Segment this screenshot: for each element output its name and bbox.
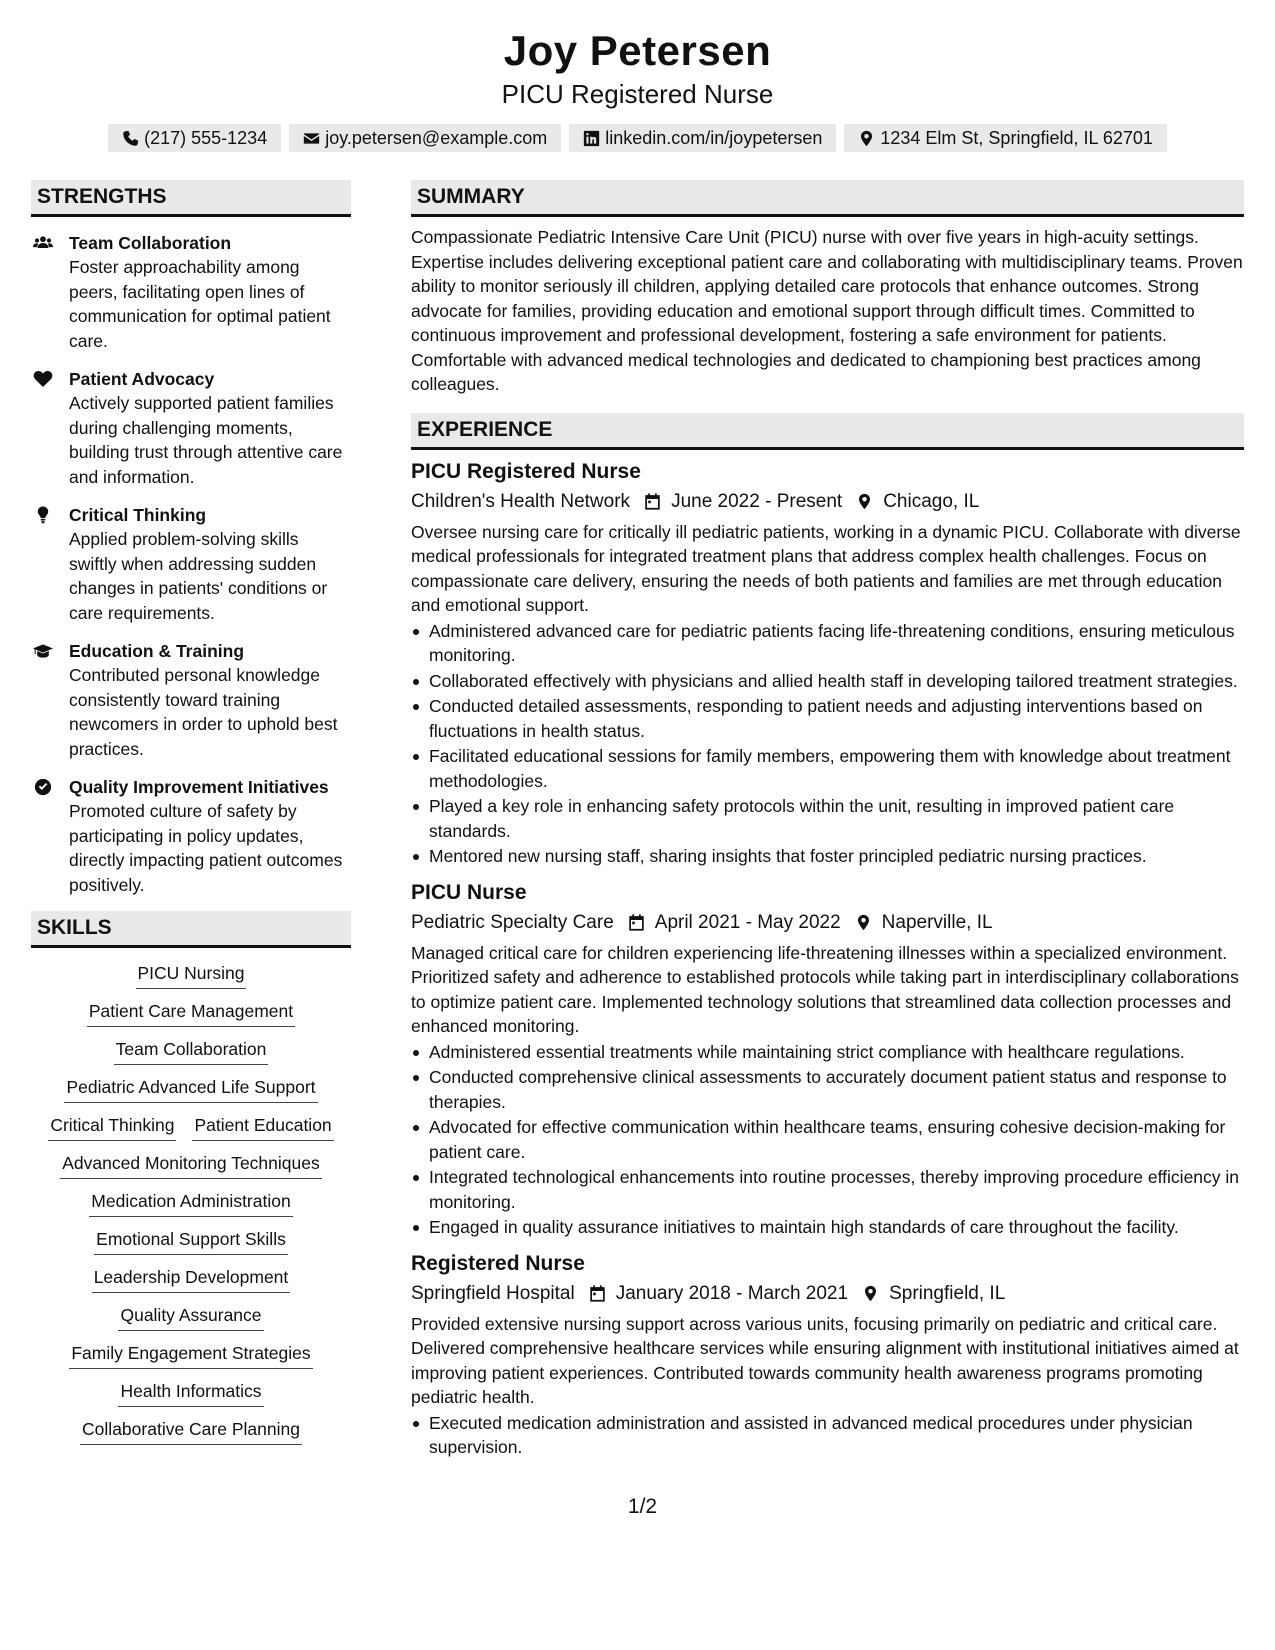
bullet-item: Advocated for effective communication within healthcare teams, ensuring cohesive decision-making for patient care.	[411, 1115, 1244, 1164]
right-column	[411, 180, 1244, 1461]
map-marker-icon	[858, 130, 875, 147]
strength-desc: Contributed personal knowledge consistently toward training newcomers in order to uphold best practices.	[69, 665, 338, 759]
skill-tag: Leadership Development	[92, 1266, 291, 1293]
strength-title: Team Collaboration	[69, 233, 232, 253]
skill-tag: Quality Assurance	[118, 1304, 263, 1331]
strength-desc: Applied problem-solving skills swiftly when addressing sudden changes in patients' conditions or care requirements.	[69, 529, 328, 623]
bullet-item: Conducted detailed assessments, responding to patient needs and adjusting interventions based on fluctuations in health status.	[411, 694, 1244, 743]
skill-tag: Emotional Support Skills	[94, 1228, 288, 1255]
job-company: Pediatric Specialty Care	[411, 911, 614, 933]
skill-tag: Medication Administration	[89, 1190, 292, 1217]
graduation-cap-icon	[33, 642, 53, 660]
strength-desc: Actively supported patient families during challenging moments, building trust through attentive care and information.	[69, 393, 343, 487]
skill-tag: Advanced Monitoring Techniques	[60, 1152, 321, 1179]
users-icon	[33, 234, 53, 252]
phone-icon	[122, 130, 139, 147]
bullet-item: Engaged in quality assurance initiatives to maintain high standards of care throughout the facility.	[411, 1215, 1244, 1240]
job-title: PICU Registered Nurse	[411, 459, 641, 483]
map-marker-icon	[862, 1285, 879, 1302]
job-company: Springfield Hospital	[411, 1282, 575, 1304]
heart-icon	[33, 370, 53, 388]
strength-title: Education & Training	[69, 641, 245, 661]
contact-bar	[0, 124, 1275, 152]
contact-address	[844, 124, 1167, 152]
contact-email[interactable]	[289, 124, 561, 152]
map-marker-icon	[855, 914, 872, 931]
job-entry	[411, 458, 1244, 869]
skill-tag: Team Collaboration	[114, 1038, 269, 1065]
calendar-icon	[644, 493, 661, 510]
skill-tag: Health Informatics	[118, 1380, 263, 1407]
job-entry	[411, 879, 1244, 1240]
job-bullets	[411, 1411, 1244, 1460]
bullet-item: Administered essential treatments while maintaining strict compliance with healthcare regulations.	[411, 1040, 1244, 1065]
skill-tag: Patient Care Management	[87, 1000, 295, 1027]
job-title: PICU Nurse	[411, 880, 527, 904]
job-meta	[411, 909, 1244, 937]
job-dates: April 2021 - May 2022	[654, 911, 841, 933]
summary-heading: SUMMARY	[411, 180, 1244, 217]
job-meta	[411, 488, 1244, 516]
bullet-item: Mentored new nursing staff, sharing insights that foster principled pediatric nursing practices.	[411, 844, 1244, 869]
job-description: Managed critical care for children experiencing life-threatening illnesses within a specialized environment. Prioritized safety and adherence to established protocols while taking part in interdisciplinary collaborations to optimize patient care. Implemented technology solutions that streamlined data collection processes and enhanced monitoring.	[411, 942, 1239, 1036]
strength-item	[31, 367, 351, 489]
page-number: 1/2	[627, 1495, 658, 1518]
strength-title: Patient Advocacy	[69, 369, 215, 389]
strengths-heading: STRENGTHS	[31, 180, 351, 217]
email-text: joy.petersen@example.com	[325, 128, 548, 148]
skill-tag: Collaborative Care Planning	[80, 1418, 302, 1445]
job-meta	[411, 1280, 1244, 1308]
left-column	[31, 180, 351, 1461]
skills-list	[31, 962, 351, 1445]
job-bullets	[411, 1040, 1244, 1240]
summary-text: Compassionate Pediatric Intensive Care Unit (PICU) nurse with over five years in high-acuity settings. Expertise includes delivering exceptional patient care and collaborating with multidisciplinary teams. Proven ability to monitor seriously ill children, applying detailed care protocols that enhance outcomes. Strong advocate for families, providing education and emotional support through difficult times. Committed to continuous improvement and professional development, fostering a safe environment for patients. Comfortable with advanced medical technologies and dedicated to championing best practices among colleagues.	[411, 227, 1243, 394]
strength-item	[31, 231, 351, 353]
bullet-item: Collaborated effectively with physicians and allied health staff in developing tailored treatment strategies.	[411, 669, 1244, 694]
job-title: Registered Nurse	[411, 1251, 585, 1275]
bullet-item: Executed medication administration and assisted in advanced medical procedures under physician supervision.	[411, 1411, 1244, 1460]
job-location: Springfield, IL	[889, 1282, 1006, 1304]
contact-phone	[108, 124, 281, 152]
job-dates: January 2018 - March 2021	[615, 1282, 849, 1304]
job-location: Naperville, IL	[881, 911, 993, 933]
skill-tag: Family Engagement Strategies	[69, 1342, 312, 1369]
strength-title: Quality Improvement Initiatives	[69, 777, 329, 797]
strength-desc: Promoted culture of safety by participating in policy updates, directly impacting patient outcomes positively.	[69, 801, 343, 895]
bullet-item: Facilitated educational sessions for family members, empowering them with knowledge about treatment methodologies.	[411, 744, 1244, 793]
linkedin-icon	[583, 130, 600, 147]
experience-heading: EXPERIENCE	[411, 413, 1244, 450]
strength-item	[31, 503, 351, 625]
address-text: 1234 Elm St, Springfield, IL 62701	[880, 128, 1153, 148]
lightbulb-icon	[33, 506, 53, 524]
skill-tag: Patient Education	[192, 1114, 333, 1141]
linkedin-text: linkedin.com/in/joypetersen	[605, 128, 823, 148]
phone-text: (217) 555-1234	[144, 128, 268, 148]
strength-desc: Foster approachability among peers, facilitating open lines of communication for optimal patient care.	[69, 257, 331, 351]
bullet-item: Conducted comprehensive clinical assessments to accurately document patient status and response to therapies.	[411, 1065, 1244, 1114]
strength-item	[31, 639, 351, 761]
calendar-icon	[628, 914, 645, 931]
strengths-list	[31, 231, 351, 897]
skill-tag: Pediatric Advanced Life Support	[64, 1076, 317, 1103]
strength-item	[31, 775, 351, 897]
bullet-item: Played a key role in enhancing safety protocols within the unit, resulting in improved patient care standards.	[411, 794, 1244, 843]
map-marker-icon	[856, 493, 873, 510]
candidate-role: PICU Registered Nurse	[501, 79, 774, 109]
job-description: Provided extensive nursing support across various units, focusing primarily on pediatric and critical care. Delivered comprehensive healthcare services while ensuring alignment with institutional initiatives aimed at improving patient experiences. Contributed towards community health awareness programs promoting pediatric health.	[411, 1313, 1239, 1407]
strength-title: Critical Thinking	[69, 505, 207, 525]
calendar-icon	[589, 1285, 606, 1302]
bullet-item: Administered advanced care for pediatric patients facing life-threatening conditions, ensuring meticulous monitoring.	[411, 619, 1244, 668]
candidate-name: Joy Petersen	[503, 27, 772, 74]
resume-header	[0, 0, 1275, 152]
job-company: Children's Health Network	[411, 490, 631, 512]
envelope-icon	[303, 130, 320, 147]
skill-tag: PICU Nursing	[136, 962, 247, 989]
check-circle-icon	[33, 778, 53, 796]
job-location: Chicago, IL	[883, 490, 980, 512]
job-description: Oversee nursing care for critically ill pediatric patients, working in a dynamic PICU. Collaborate with diverse medical professionals for integrated treatment plans that address complex health challenges. Focus on compassionate care delivery, ensuring the needs of both patients and families are met through education and emotional support.	[411, 521, 1241, 615]
job-bullets	[411, 619, 1244, 869]
skill-tag: Critical Thinking	[48, 1114, 176, 1141]
job-dates: June 2022 - Present	[671, 490, 843, 512]
contact-linkedin[interactable]	[569, 124, 836, 152]
resume-body	[31, 180, 1244, 1461]
bullet-item: Integrated technological enhancements into routine processes, thereby improving procedure efficiency in monitoring.	[411, 1165, 1244, 1214]
job-entry	[411, 1250, 1244, 1460]
skills-section	[31, 911, 351, 1445]
skills-heading: SKILLS	[31, 911, 351, 948]
